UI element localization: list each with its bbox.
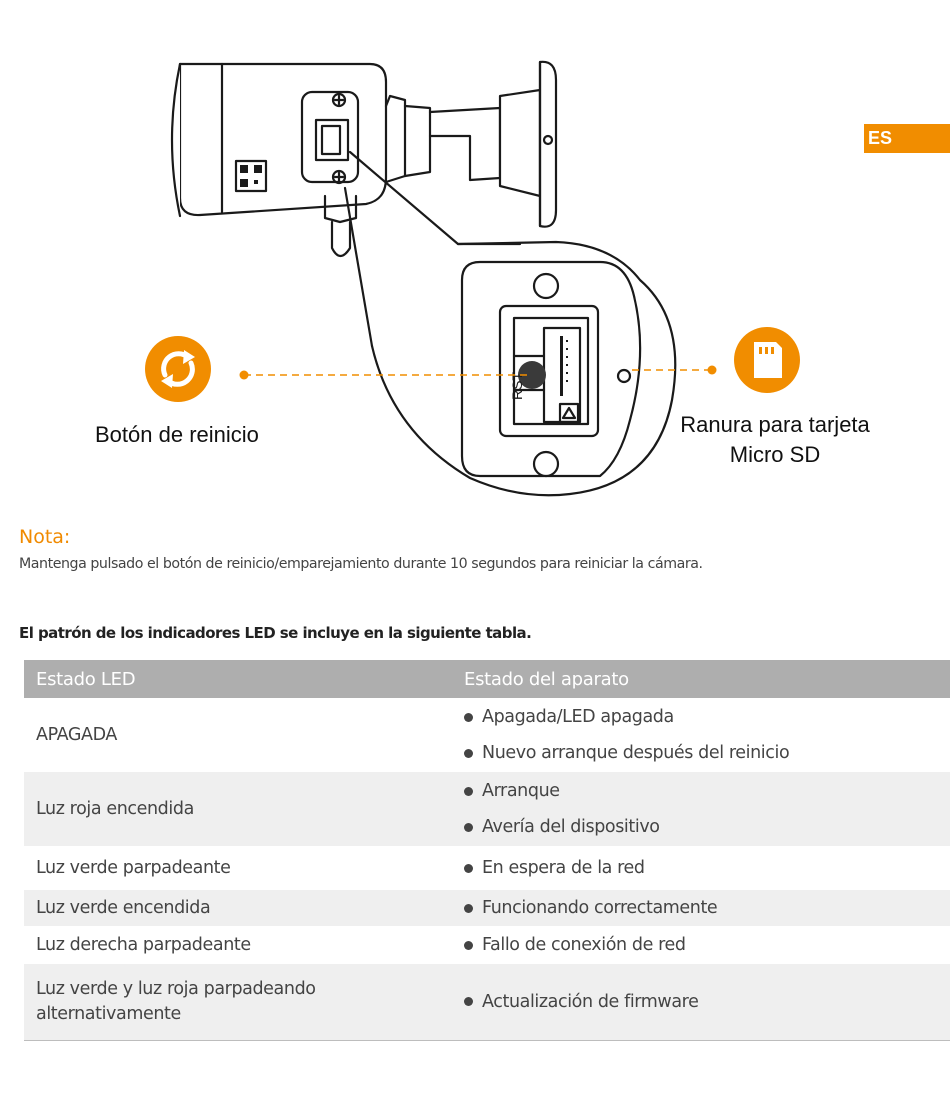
led-state-cell: Luz verde parpadeante bbox=[36, 858, 231, 878]
table-row bbox=[24, 846, 950, 890]
sd-slot-label bbox=[640, 410, 910, 470]
table-row bbox=[24, 698, 950, 772]
bullet-icon bbox=[464, 997, 473, 1006]
device-state-cell bbox=[456, 698, 950, 772]
list-item: Actualización de firmware bbox=[464, 984, 950, 1020]
bullet-icon bbox=[464, 904, 473, 913]
list-item: Apagada/LED apagada bbox=[464, 699, 950, 735]
led-table bbox=[24, 660, 950, 1041]
list-item: Nuevo arranque después del reinicio bbox=[464, 735, 950, 771]
note-title: Nota: bbox=[19, 526, 71, 548]
column-header-device-state: Estado del aparato bbox=[456, 660, 950, 698]
language-tab: ES bbox=[864, 124, 950, 153]
column-header-led-state: Estado LED bbox=[24, 660, 456, 698]
table-row bbox=[24, 926, 950, 964]
device-state-cell bbox=[456, 926, 950, 964]
sd-label-line2: Micro SD bbox=[729, 442, 821, 467]
list-item: Fallo de conexión de red bbox=[464, 927, 950, 963]
note-text: Mantenga pulsado el botón de reinicio/emparejamiento durante 10 segundos para reiniciar la cámara. bbox=[19, 556, 703, 572]
device-state-cell bbox=[456, 772, 950, 846]
bullet-icon bbox=[464, 749, 473, 758]
bullet-icon bbox=[464, 823, 473, 832]
rst-text: RST bbox=[509, 372, 525, 400]
table-row bbox=[24, 964, 950, 1040]
list-item: Avería del dispositivo bbox=[464, 809, 950, 845]
table-row bbox=[24, 772, 950, 846]
led-state-cell: APAGADA bbox=[36, 725, 117, 745]
table-header-row bbox=[24, 660, 950, 698]
led-state-cell: Luz verde y luz roja parpadeando alternativamente bbox=[24, 964, 456, 1040]
bullet-icon bbox=[464, 713, 473, 722]
list-item: En espera de la red bbox=[464, 850, 950, 886]
sd-label-line1: Ranura para tarjeta bbox=[680, 412, 870, 437]
bullet-icon bbox=[464, 787, 473, 796]
table-row bbox=[24, 890, 950, 926]
led-state-cell: Luz verde encendida bbox=[24, 890, 456, 926]
bullet-icon bbox=[464, 941, 473, 950]
list-item: Funcionando correctamente bbox=[464, 890, 950, 926]
table-heading: El patrón de los indicadores LED se incluye en la siguiente tabla. bbox=[19, 624, 532, 642]
device-state-cell bbox=[456, 846, 950, 890]
led-state-cell: Luz roja encendida bbox=[24, 772, 456, 846]
reset-button-label: Botón de reinicio bbox=[95, 422, 259, 447]
device-state-cell bbox=[456, 890, 950, 926]
bullet-icon bbox=[464, 864, 473, 873]
list-item: Arranque bbox=[464, 773, 950, 809]
refresh-icon bbox=[145, 336, 211, 402]
sd-card-icon bbox=[734, 327, 800, 393]
device-state-cell bbox=[456, 964, 950, 1040]
led-state-cell: Luz derecha parpadeante bbox=[36, 935, 251, 955]
